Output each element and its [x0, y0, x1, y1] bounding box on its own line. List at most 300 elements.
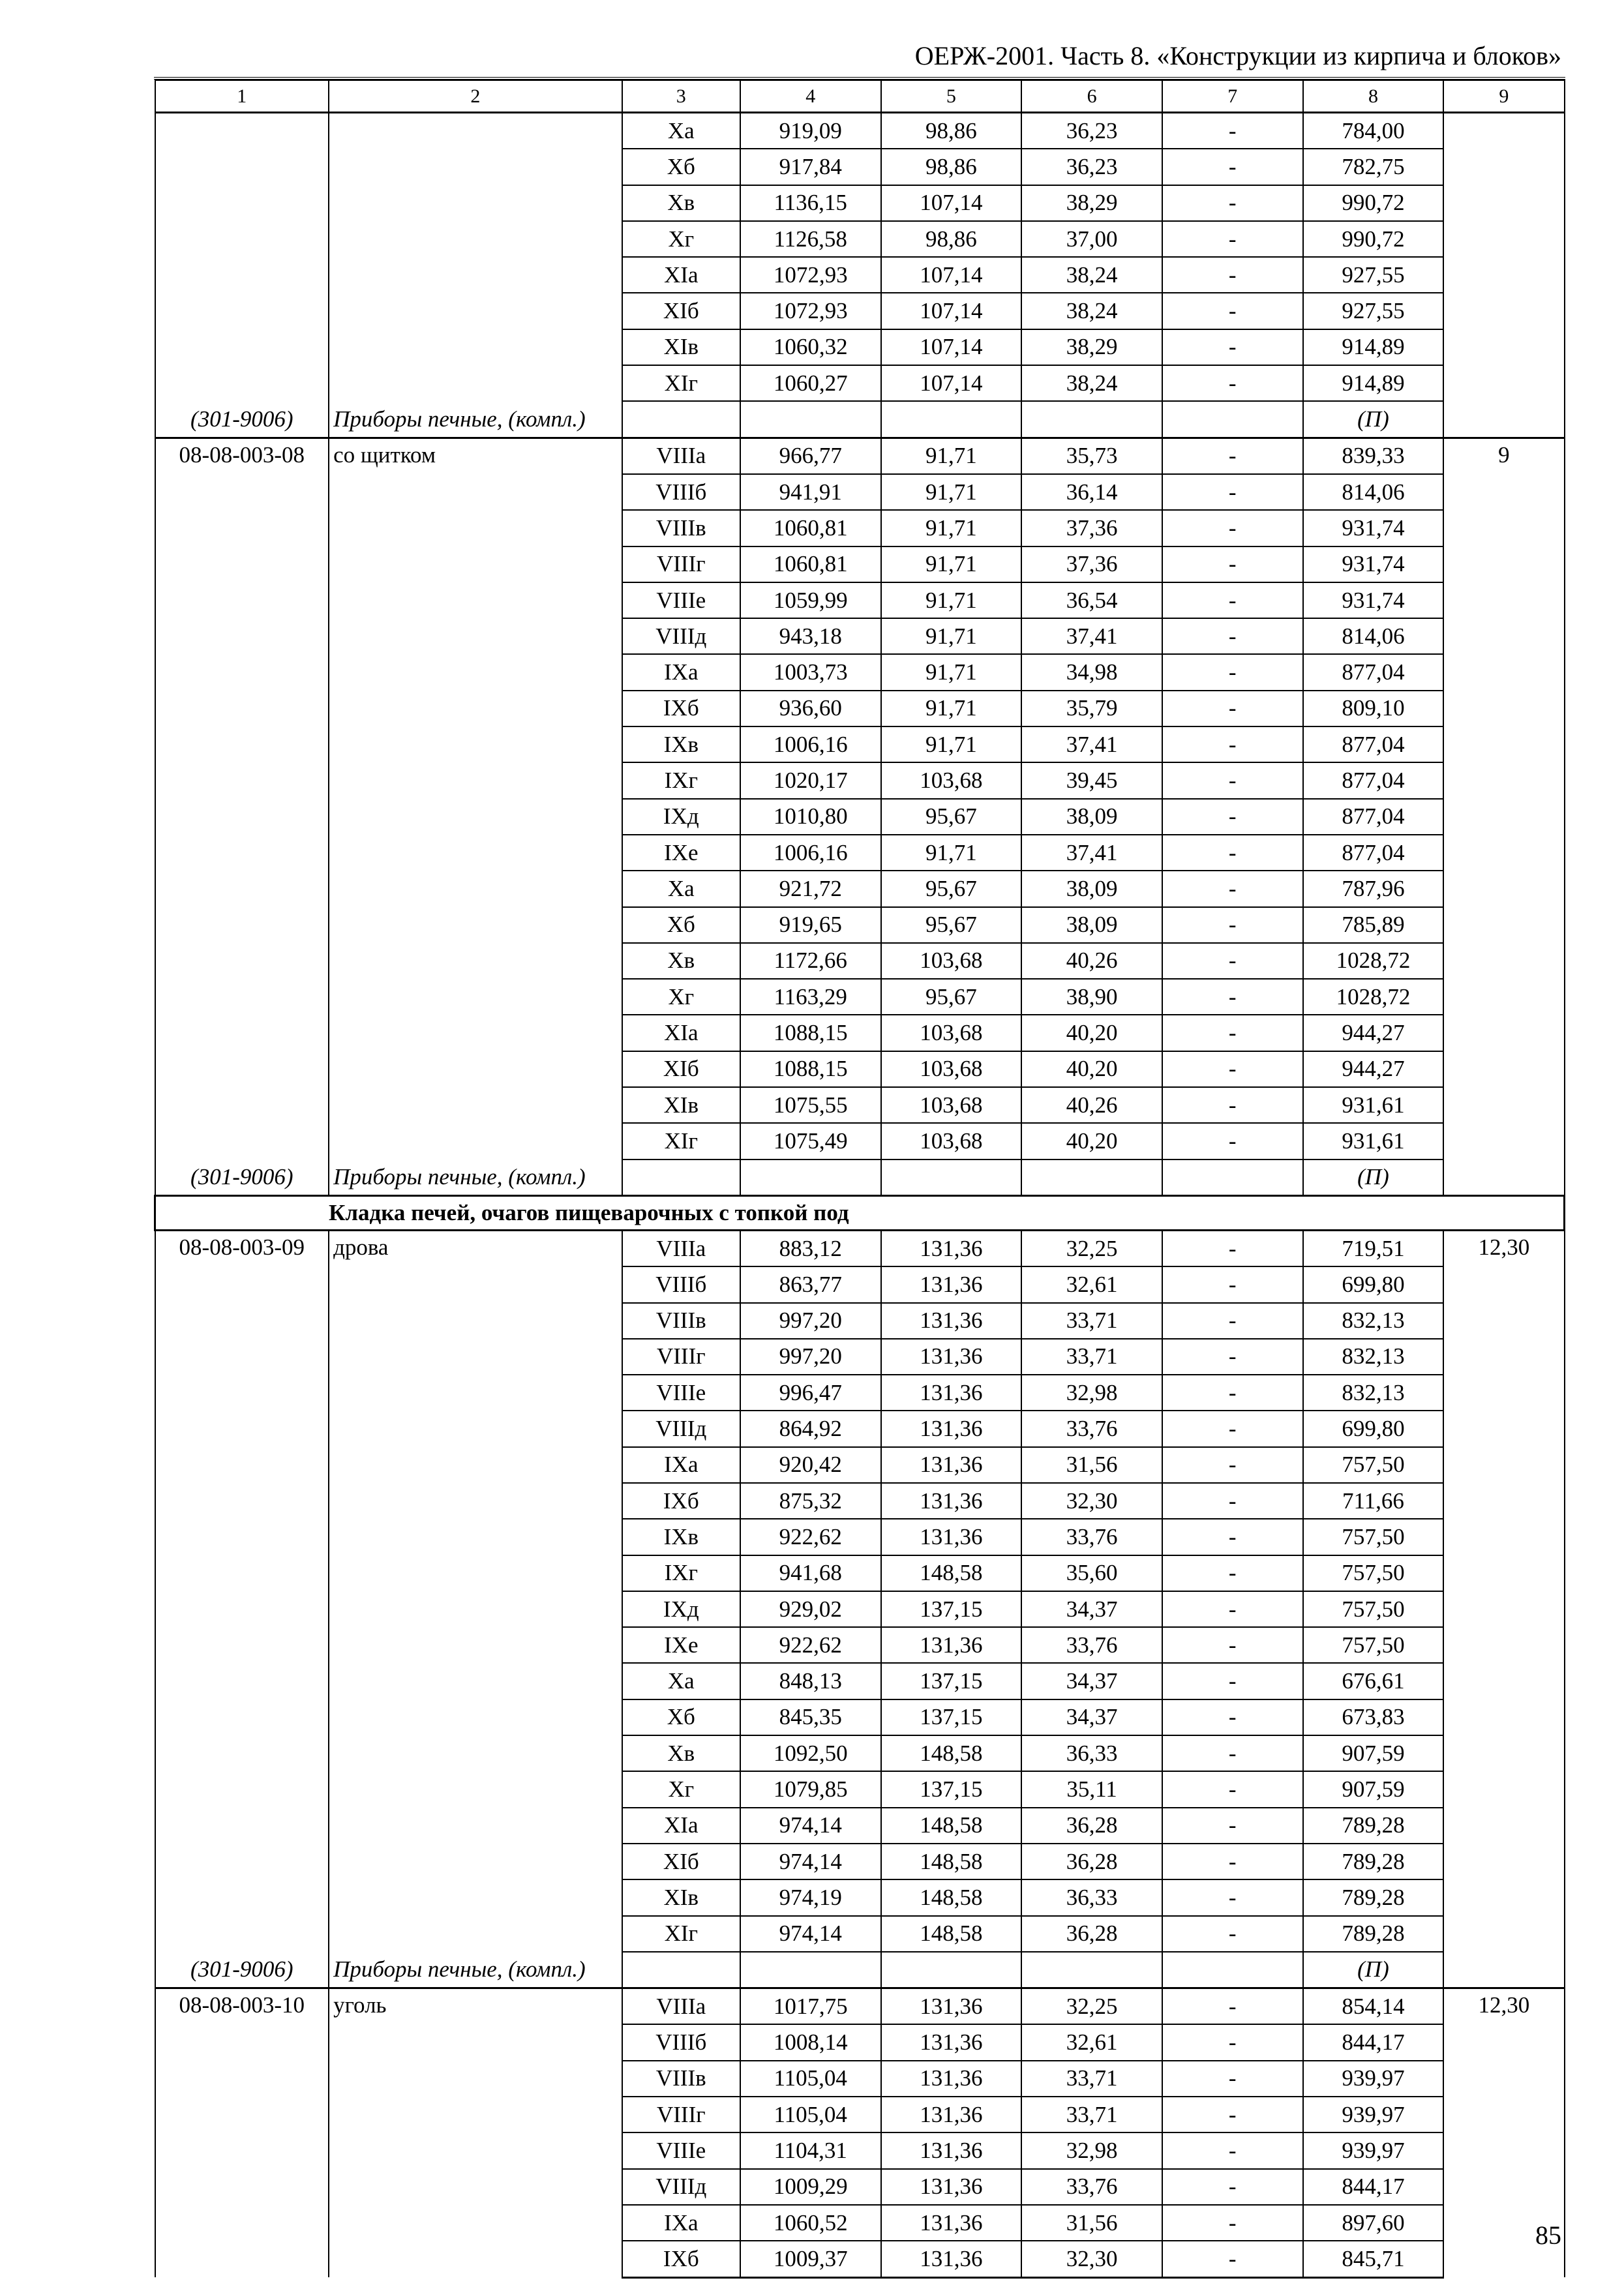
table-cell: - — [1162, 1879, 1303, 1915]
table-cell: - — [1162, 2205, 1303, 2241]
table-cell: - — [1162, 510, 1303, 546]
table-cell: 95,67 — [881, 979, 1022, 1015]
table-cell: 33,76 — [1021, 1519, 1162, 1555]
table-cell: 37,36 — [1021, 546, 1162, 582]
table-cell: 919,65 — [740, 907, 881, 943]
table-cell: XIб — [622, 1051, 740, 1087]
table-cell: 103,68 — [881, 1087, 1022, 1123]
table-cell: - — [1162, 1519, 1303, 1555]
table-cell: 32,98 — [1021, 1375, 1162, 1411]
table-cell: - — [1162, 582, 1303, 618]
table-cell: 931,74 — [1303, 510, 1444, 546]
table-cell: - — [1162, 438, 1303, 474]
table-cell: 38,24 — [1021, 365, 1162, 401]
table-cell: IXa — [622, 654, 740, 690]
table-cell: 1105,04 — [740, 2061, 881, 2097]
table-cell: 939,97 — [1303, 2061, 1444, 2097]
empty-cell — [881, 1952, 1022, 1988]
table-cell: 107,14 — [881, 293, 1022, 329]
rate-code — [155, 113, 329, 402]
column-number: 7 — [1162, 80, 1303, 113]
table-cell: Xв — [622, 1735, 740, 1771]
table-cell: XIв — [622, 329, 740, 365]
table-cell: VIIIe — [622, 1375, 740, 1411]
table-cell: XIa — [622, 257, 740, 293]
table-cell: 33,71 — [1021, 1303, 1162, 1339]
table-cell: VIIIб — [622, 1266, 740, 1302]
table-cell: - — [1162, 2061, 1303, 2097]
material-name: Приборы печные, (компл.) — [329, 401, 622, 438]
table-cell: 38,29 — [1021, 329, 1162, 365]
material-name: Приборы печные, (компл.) — [329, 1159, 622, 1196]
table-cell: 1126,58 — [740, 221, 881, 257]
table-cell: 131,36 — [881, 2205, 1022, 2241]
table-cell: 789,28 — [1303, 1879, 1444, 1915]
material-note: (П) — [1303, 1159, 1444, 1196]
table-cell: 98,86 — [881, 221, 1022, 257]
table-cell: 848,13 — [740, 1663, 881, 1699]
table-cell: - — [1162, 185, 1303, 221]
table-cell: 35,60 — [1021, 1555, 1162, 1591]
table-cell: - — [1162, 1015, 1303, 1051]
table-cell: 32,61 — [1021, 2024, 1162, 2060]
table-cell: 91,71 — [881, 654, 1022, 690]
table-cell: Xa — [622, 871, 740, 906]
table-cell: - — [1162, 1087, 1303, 1123]
rate-name: уголь — [329, 1988, 622, 2277]
table-cell: - — [1162, 1266, 1303, 1302]
table-cell: 31,56 — [1021, 1447, 1162, 1483]
table-cell: - — [1162, 2024, 1303, 2060]
table-cell: 944,27 — [1303, 1051, 1444, 1087]
table-cell: - — [1162, 1988, 1303, 2025]
table-cell: XIг — [622, 1916, 740, 1952]
table-cell: 91,71 — [881, 582, 1022, 618]
table-cell: 34,37 — [1021, 1699, 1162, 1735]
table-cell: 939,97 — [1303, 2132, 1444, 2168]
table-cell: 91,71 — [881, 474, 1022, 510]
column-number: 1 — [155, 80, 329, 113]
table-cell: 1060,27 — [740, 365, 881, 401]
table-cell: 103,68 — [881, 1015, 1022, 1051]
column-number: 4 — [740, 80, 881, 113]
table-cell: IXв — [622, 726, 740, 762]
table-cell: - — [1162, 1591, 1303, 1627]
table-cell: - — [1162, 799, 1303, 835]
table-cell: - — [1162, 726, 1303, 762]
table-cell: 997,20 — [740, 1339, 881, 1375]
table-cell: 931,61 — [1303, 1087, 1444, 1123]
table-cell: 814,06 — [1303, 474, 1444, 510]
empty-cell — [1162, 401, 1303, 438]
table-cell: 40,20 — [1021, 1123, 1162, 1159]
table-cell: 40,20 — [1021, 1015, 1162, 1051]
table-cell: 996,47 — [740, 1375, 881, 1411]
table-cell: 148,58 — [881, 1879, 1022, 1915]
table-cell: 38,24 — [1021, 293, 1162, 329]
table-cell: - — [1162, 1123, 1303, 1159]
table-cell: 131,36 — [881, 2132, 1022, 2168]
table-cell: IXг — [622, 1555, 740, 1591]
table-cell: 36,23 — [1021, 149, 1162, 185]
table-cell: 931,74 — [1303, 546, 1444, 582]
table-cell: 148,58 — [881, 1844, 1022, 1879]
table-cell: VIIIг — [622, 1339, 740, 1375]
table-cell: 33,71 — [1021, 1339, 1162, 1375]
empty-cell — [1162, 1952, 1303, 1988]
table-cell: 107,14 — [881, 329, 1022, 365]
table-cell: VIIIг — [622, 2097, 740, 2132]
table-cell: VIIIд — [622, 2169, 740, 2205]
material-code: (301-9006) — [155, 1952, 329, 1988]
table-cell: IXд — [622, 1591, 740, 1627]
table-cell: XIa — [622, 1015, 740, 1051]
table-cell: 914,89 — [1303, 365, 1444, 401]
table-cell: 1028,72 — [1303, 979, 1444, 1015]
table-cell: 845,71 — [1303, 2241, 1444, 2277]
table-cell: 34,37 — [1021, 1663, 1162, 1699]
table-cell: 864,92 — [740, 1411, 881, 1446]
table-cell: VIIIг — [622, 546, 740, 582]
table-cell: 907,59 — [1303, 1771, 1444, 1807]
table-cell: 921,72 — [740, 871, 881, 906]
empty-cell — [1021, 1159, 1162, 1196]
empty-cell — [740, 1159, 881, 1196]
table-cell: VIIIб — [622, 2024, 740, 2060]
table-cell: 1088,15 — [740, 1051, 881, 1087]
table-cell: - — [1162, 1699, 1303, 1735]
table-cell: 974,14 — [740, 1916, 881, 1952]
table-cell: 1060,81 — [740, 546, 881, 582]
table-cell: 36,28 — [1021, 1916, 1162, 1952]
column-number-row — [155, 80, 1565, 113]
table-cell: 35,79 — [1021, 691, 1162, 726]
table-cell: 883,12 — [740, 1230, 881, 1266]
table-cell: 1079,85 — [740, 1771, 881, 1807]
table-cell: 789,28 — [1303, 1844, 1444, 1879]
table-cell: 1172,66 — [740, 943, 881, 979]
table-cell: 91,71 — [881, 438, 1022, 474]
table-cell: - — [1162, 979, 1303, 1015]
table-cell: XIб — [622, 1844, 740, 1879]
table-cell: 1009,29 — [740, 2169, 881, 2205]
table-cell: 1010,80 — [740, 799, 881, 835]
table-cell: 854,14 — [1303, 1988, 1444, 2025]
table-cell: 1006,16 — [740, 726, 881, 762]
table-cell: 1003,73 — [740, 654, 881, 690]
table-cell: - — [1162, 1771, 1303, 1807]
table-row — [155, 113, 1565, 149]
table-cell: 782,75 — [1303, 149, 1444, 185]
table-cell: - — [1162, 2241, 1303, 2277]
table-cell: Xг — [622, 221, 740, 257]
table-cell: - — [1162, 1627, 1303, 1663]
table-cell: 95,67 — [881, 907, 1022, 943]
table-cell: - — [1162, 113, 1303, 149]
table-cell: 939,97 — [1303, 2097, 1444, 2132]
table-cell: 922,62 — [740, 1627, 881, 1663]
table-cell: IXд — [622, 799, 740, 835]
table-cell: IXв — [622, 1519, 740, 1555]
table-cell: 943,18 — [740, 618, 881, 654]
table-cell: 1060,52 — [740, 2205, 881, 2241]
table-row — [155, 1230, 1565, 1266]
table-cell: 131,36 — [881, 1411, 1022, 1446]
table-cell: 789,28 — [1303, 1916, 1444, 1952]
table-cell: - — [1162, 546, 1303, 582]
table-cell: 37,41 — [1021, 618, 1162, 654]
table-cell: IXб — [622, 2241, 740, 2277]
table-cell: Xa — [622, 1663, 740, 1699]
table-cell: IXe — [622, 835, 740, 871]
table-cell: 40,26 — [1021, 943, 1162, 979]
table-cell: - — [1162, 691, 1303, 726]
table-cell: 91,71 — [881, 835, 1022, 871]
table-cell: 757,50 — [1303, 1627, 1444, 1663]
table-cell: 40,26 — [1021, 1087, 1162, 1123]
table-cell: Xг — [622, 979, 740, 1015]
table-cell: 974,14 — [740, 1808, 881, 1844]
table-cell: 784,00 — [1303, 113, 1444, 149]
table-cell: 91,71 — [881, 546, 1022, 582]
table-cell: VIIIe — [622, 2132, 740, 2168]
table-cell: IXг — [622, 762, 740, 798]
table-cell: 1028,72 — [1303, 943, 1444, 979]
table-row — [155, 1988, 1565, 2025]
table-cell: 1105,04 — [740, 2097, 881, 2132]
table-cell: XIб — [622, 293, 740, 329]
table-cell: - — [1162, 329, 1303, 365]
page-number: 85 — [1535, 2221, 1561, 2250]
table-cell: XIв — [622, 1879, 740, 1915]
table-cell: XIв — [622, 1087, 740, 1123]
section-title-row — [155, 1195, 1565, 1230]
table-cell: - — [1162, 221, 1303, 257]
table-cell: 36,14 — [1021, 474, 1162, 510]
table-cell: 1072,93 — [740, 293, 881, 329]
table-cell: 131,36 — [881, 1627, 1022, 1663]
column-number: 9 — [1443, 80, 1564, 113]
table-cell: Xб — [622, 907, 740, 943]
table-cell: 107,14 — [881, 365, 1022, 401]
table-cell: 38,90 — [1021, 979, 1162, 1015]
table-cell: 32,98 — [1021, 2132, 1162, 2168]
table-cell: 941,91 — [740, 474, 881, 510]
table-cell: - — [1162, 1303, 1303, 1339]
table-cell: - — [1162, 907, 1303, 943]
table-cell: - — [1162, 365, 1303, 401]
table-cell: 927,55 — [1303, 257, 1444, 293]
table-cell: 32,30 — [1021, 1483, 1162, 1519]
table-cell: 131,36 — [881, 2061, 1022, 2097]
table-cell: 38,24 — [1021, 257, 1162, 293]
table-cell: VIIIд — [622, 1411, 740, 1446]
table-cell: 844,17 — [1303, 2024, 1444, 2060]
table-cell: XIг — [622, 365, 740, 401]
table-cell: 103,68 — [881, 1123, 1022, 1159]
table-cell: 32,25 — [1021, 1230, 1162, 1266]
price-col9: 12,30 — [1443, 1230, 1564, 1988]
table-row — [155, 438, 1565, 474]
table-cell: 37,41 — [1021, 726, 1162, 762]
table-cell: 832,13 — [1303, 1339, 1444, 1375]
table-cell: - — [1162, 293, 1303, 329]
table-cell: 1060,32 — [740, 329, 881, 365]
table-cell: 131,36 — [881, 1339, 1022, 1375]
empty-cell — [1162, 1159, 1303, 1196]
table-cell: 32,25 — [1021, 1988, 1162, 2025]
table-cell: 757,50 — [1303, 1519, 1444, 1555]
table-cell: - — [1162, 149, 1303, 185]
table-cell: - — [1162, 1735, 1303, 1771]
material-note: (П) — [1303, 401, 1444, 438]
table-cell: 137,15 — [881, 1591, 1022, 1627]
table-cell: 39,45 — [1021, 762, 1162, 798]
table-cell: 877,04 — [1303, 799, 1444, 835]
table-cell: 757,50 — [1303, 1591, 1444, 1627]
table-cell: 37,36 — [1021, 510, 1162, 546]
table-cell: 1088,15 — [740, 1015, 881, 1051]
rate-code: 08-08-003-10 — [155, 1988, 329, 2277]
table-cell: - — [1162, 1808, 1303, 1844]
table-cell: 107,14 — [881, 185, 1022, 221]
table-cell: Xв — [622, 185, 740, 221]
table-cell: 40,20 — [1021, 1051, 1162, 1087]
table-cell: 131,36 — [881, 1447, 1022, 1483]
rate-name — [329, 113, 622, 402]
table-cell: 137,15 — [881, 1771, 1022, 1807]
table-cell: IXб — [622, 1483, 740, 1519]
table-cell: 719,51 — [1303, 1230, 1444, 1266]
material-note: (П) — [1303, 1952, 1444, 1988]
table-cell: 757,50 — [1303, 1447, 1444, 1483]
table-cell: - — [1162, 1663, 1303, 1699]
column-number: 8 — [1303, 80, 1444, 113]
table-cell: 814,06 — [1303, 618, 1444, 654]
table-cell: 1104,31 — [740, 2132, 881, 2168]
table-cell: 107,14 — [881, 257, 1022, 293]
table-cell: Xб — [622, 1699, 740, 1735]
table-cell: 131,36 — [881, 1303, 1022, 1339]
table-cell: 1075,55 — [740, 1087, 881, 1123]
table-cell: - — [1162, 2097, 1303, 2132]
table-cell: 789,28 — [1303, 1808, 1444, 1844]
table-cell: 32,30 — [1021, 2241, 1162, 2277]
table-cell: 757,50 — [1303, 1555, 1444, 1591]
table-cell: 927,55 — [1303, 293, 1444, 329]
table-cell: 1075,49 — [740, 1123, 881, 1159]
table-cell: 95,67 — [881, 871, 1022, 906]
material-code: (301-9006) — [155, 1159, 329, 1196]
table-cell: 699,80 — [1303, 1266, 1444, 1302]
table-cell: 137,15 — [881, 1663, 1022, 1699]
table-cell: 35,11 — [1021, 1771, 1162, 1807]
table-cell: 34,98 — [1021, 654, 1162, 690]
table-cell: 877,04 — [1303, 726, 1444, 762]
table-cell: VIIIв — [622, 510, 740, 546]
running-header — [154, 39, 1565, 80]
empty-cell — [881, 1159, 1022, 1196]
table-cell: 148,58 — [881, 1555, 1022, 1591]
rate-name: со щитком — [329, 438, 622, 1159]
table-cell: 37,41 — [1021, 835, 1162, 871]
table-cell: 37,00 — [1021, 221, 1162, 257]
table-cell: 36,33 — [1021, 1879, 1162, 1915]
table-cell: 148,58 — [881, 1735, 1022, 1771]
table-cell: 131,36 — [881, 1375, 1022, 1411]
table-cell: 997,20 — [740, 1303, 881, 1339]
table-cell: 699,80 — [1303, 1411, 1444, 1446]
table-cell: - — [1162, 1844, 1303, 1879]
table-cell: IXa — [622, 1447, 740, 1483]
table-cell: 990,72 — [1303, 185, 1444, 221]
table-cell: 929,02 — [740, 1591, 881, 1627]
table-cell: VIIIд — [622, 618, 740, 654]
column-number: 6 — [1021, 80, 1162, 113]
table-cell: - — [1162, 257, 1303, 293]
table-cell: 1020,17 — [740, 762, 881, 798]
table-cell: 31,56 — [1021, 2205, 1162, 2241]
table-cell: XIa — [622, 1808, 740, 1844]
material-code: (301-9006) — [155, 401, 329, 438]
empty-cell — [881, 401, 1022, 438]
rate-name: дрова — [329, 1230, 622, 1951]
table-cell: 974,19 — [740, 1879, 881, 1915]
table-cell: - — [1162, 654, 1303, 690]
table-cell: VIIIa — [622, 438, 740, 474]
table-cell: 787,96 — [1303, 871, 1444, 906]
table-cell: 1009,37 — [740, 2241, 881, 2277]
table-cell: - — [1162, 1051, 1303, 1087]
table-body — [155, 80, 1565, 2277]
table-cell: 38,09 — [1021, 799, 1162, 835]
table-cell: 148,58 — [881, 1916, 1022, 1952]
table-cell: 1072,93 — [740, 257, 881, 293]
table-cell: 91,71 — [881, 510, 1022, 546]
table-cell: 33,76 — [1021, 1411, 1162, 1446]
empty-cell — [622, 1159, 740, 1196]
table-cell: 35,73 — [1021, 438, 1162, 474]
header-title: ОЕРЖ-2001. Часть 8. «Конструкции из кирпича и блоков» — [914, 41, 1561, 70]
table-cell: 33,76 — [1021, 2169, 1162, 2205]
table-cell: 98,86 — [881, 113, 1022, 149]
table-cell: 38,09 — [1021, 907, 1162, 943]
table-cell: 832,13 — [1303, 1375, 1444, 1411]
table-cell: - — [1162, 1483, 1303, 1519]
table-cell: 131,36 — [881, 2024, 1022, 2060]
table-cell: - — [1162, 1339, 1303, 1375]
table-cell: 1163,29 — [740, 979, 881, 1015]
table-cell: Xб — [622, 149, 740, 185]
table-cell: - — [1162, 871, 1303, 906]
table-cell: - — [1162, 1555, 1303, 1591]
table-cell: 844,17 — [1303, 2169, 1444, 2205]
table-cell: VIIIe — [622, 582, 740, 618]
table-cell: 91,71 — [881, 691, 1022, 726]
table-cell: 36,23 — [1021, 113, 1162, 149]
table-cell: 33,76 — [1021, 1627, 1162, 1663]
table-cell: 95,67 — [881, 799, 1022, 835]
material-footer-row — [155, 1159, 1565, 1196]
price-col9: 9 — [1443, 438, 1564, 1195]
table-cell: Xa — [622, 113, 740, 149]
table-cell: - — [1162, 1230, 1303, 1266]
table-cell: 103,68 — [881, 943, 1022, 979]
table-cell: 36,33 — [1021, 1735, 1162, 1771]
table-cell: IXa — [622, 2205, 740, 2241]
price-col9 — [1443, 113, 1564, 438]
table-cell: 131,36 — [881, 2169, 1022, 2205]
